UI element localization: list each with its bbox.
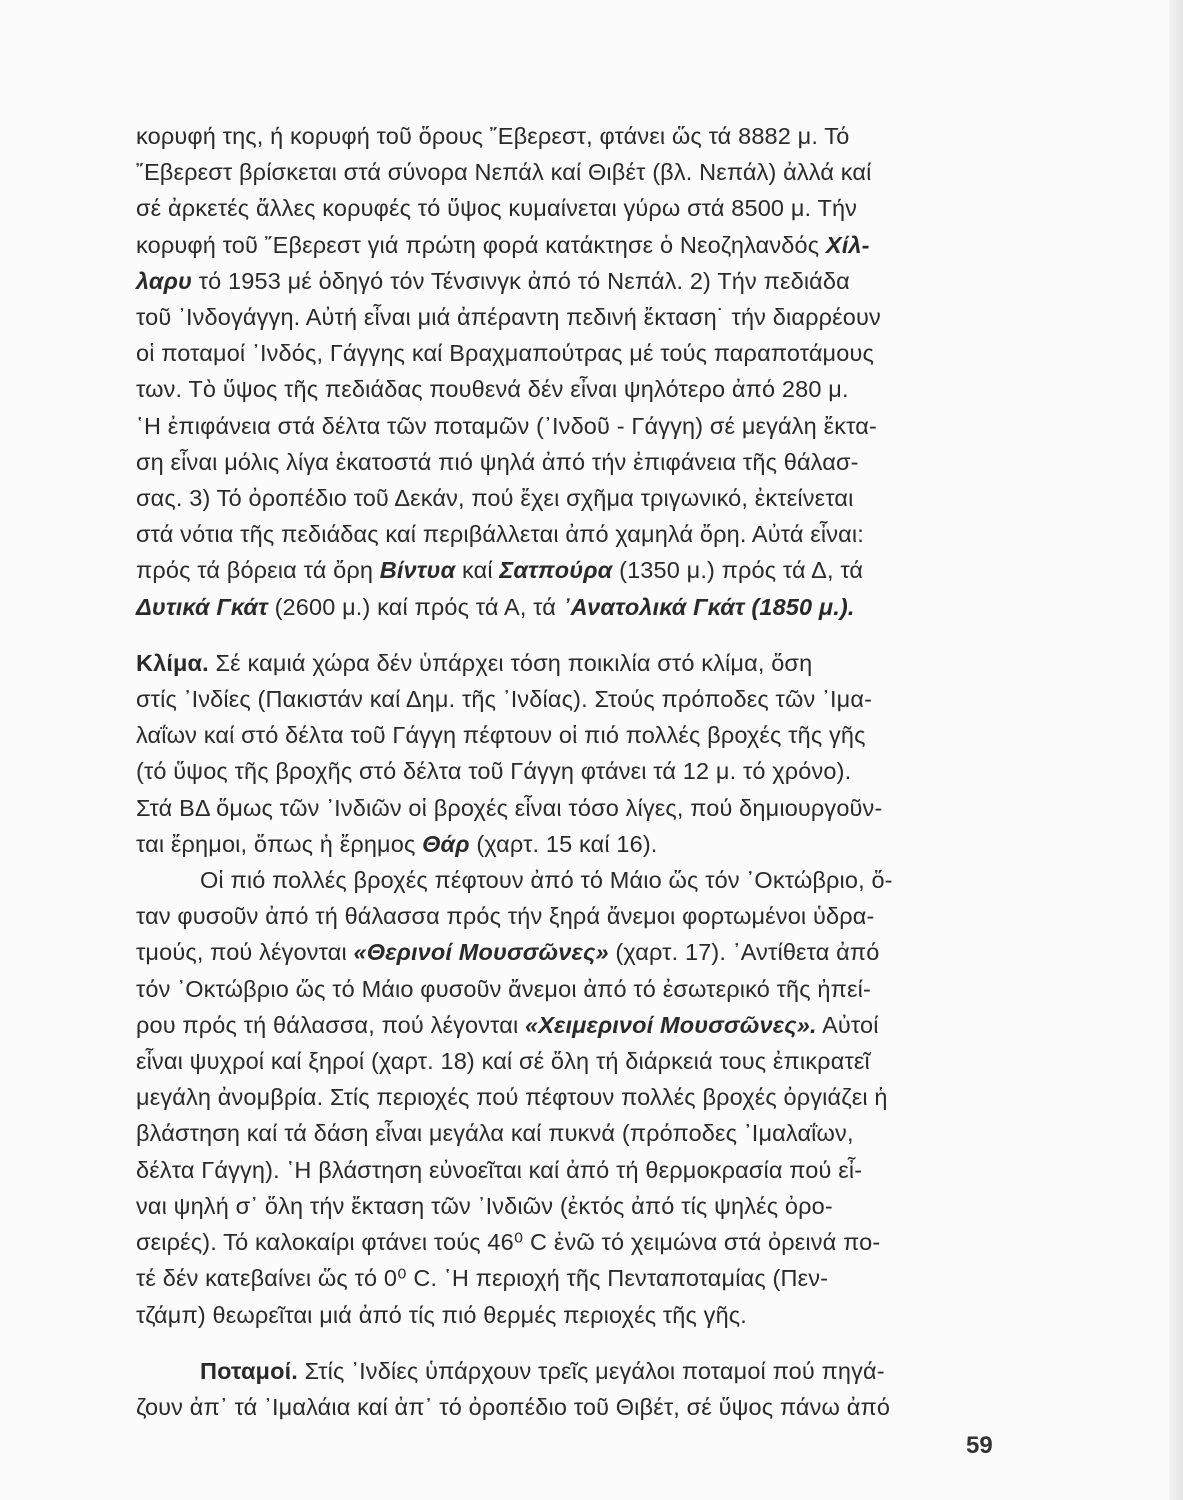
- text-line: ῎Εβερεστ βρίσκεται στά σύνορα Νεπάλ καί Θιβέτ (βλ. Νεπάλ) ἀλλά καί: [136, 159, 872, 186]
- paragraph-rivers: [136, 1353, 994, 1425]
- text-line: λαρυ τό 1953 μέ ὁδηγό τόν Τένσινγκ ἀπό τό Νεπάλ. 2) Τήν πεδιάδα: [136, 267, 850, 294]
- body-text: [136, 118, 994, 1425]
- text-line: τζάμπ) θεωρεῖται μιά ἀπό τίς πιό θερμές περιοχές τῆς γῆς.: [136, 1301, 747, 1328]
- text-line: πρός τά βόρεια τά ὄρη Βίντυα καί Σατπούρα (1350 μ.) πρός τά Δ, τά: [136, 557, 864, 584]
- section-heading-rivers: Ποταμοί.: [200, 1357, 298, 1384]
- text-line: τμούς, πού λέγονται «Θερινοί Μουσσῶνες» (χαρτ. 17). ᾽Αντίθετα ἀπό: [136, 939, 880, 966]
- text-line: τέ δέν κατεβαίνει ὥς τό 0⁰ C. ῾Η περιοχή τῆς Πενταποταμίας (Πεν-: [136, 1265, 829, 1292]
- text-line: ται ἔρημοι, ὅπως ἡ ἔρημος Θάρ (χαρτ. 15 καί 16).: [136, 830, 658, 857]
- text-line: μεγάλη ἀνομβρία. Στίς περιοχές πού πέφτουν πολλές βροχές ὀργιάζει ἡ: [136, 1084, 888, 1111]
- text-line: κορυφή τοῦ ῎Εβερεστ γιά πρώτη φορά κατάκτησε ὁ Νεοζηλανδός Χίλ-: [136, 231, 870, 258]
- paragraph-relief: [136, 118, 994, 625]
- paragraph-monsoons: [136, 862, 994, 1333]
- emphasis-term: «Χειμερινοί Μουσσῶνες».: [525, 1011, 817, 1038]
- emphasis-place: ᾽Ανατολικά Γκάτ (1850 μ.).: [562, 593, 855, 620]
- page-number: 59: [966, 1432, 993, 1459]
- section-heading-climate: Κλίμα.: [136, 649, 209, 676]
- text-line: λαΐων καί στό δέλτα τοῦ Γάγγη πέφτουν οἱ πιό πολλές βροχές τῆς γῆς: [136, 722, 866, 749]
- emphasis-place: Σατπούρα: [499, 557, 613, 584]
- text-line: σας. 3) Τό ὀροπέδιο τοῦ Δεκάν, πού ἔχει σχῆμα τριγωνικό, ἐκτείνεται: [136, 485, 854, 512]
- text-line: στά νότια τῆς πεδιάδας καί περιβάλλεται ἀπό χαμηλά ὄρη. Αὐτά εἶναι:: [136, 521, 864, 548]
- text-line: τοῦ ᾽Ινδογάγγη. Αὐτή εἶναι μιά ἀπέραντη πεδινή ἔκταση˙ τήν διαρρέουν: [136, 304, 881, 331]
- text-line: δέλτα Γάγγη). ῾Η βλάστηση εὐνοεῖται καί ἀπό τή θερμοκρασία πού εἶ-: [136, 1156, 863, 1183]
- text-line: βλάστηση καί τά δάση εἶναι μεγάλα καί πυκνά (πρόποδες ᾽Ιμαλαΐων,: [136, 1120, 854, 1147]
- emphasis-place: Βίντυα: [379, 557, 456, 584]
- text-line: Δυτικά Γκάτ (2600 μ.) καί πρός τά Α, τά ᾽Ανατολικά Γκάτ (1850 μ.).: [136, 593, 855, 620]
- text-line: στίς ᾽Ινδίες (Πακιστάν καί Δημ. τῆς ᾽Ινδίας). Στούς πρόποδες τῶν ᾽Ιμα-: [136, 686, 873, 713]
- emphasis-name: λαρυ: [136, 267, 193, 294]
- text-line: ζουν ἀπ᾽ τά ᾽Ιμαλάια καί ἀπ᾽ τό ὀροπέδιο τοῦ Θιβέτ, σέ ὕψος πάνω ἀπό: [136, 1393, 891, 1420]
- text-line: Κλίμα. Σέ καμιά χώρα δέν ὑπάρχει τόση ποικιλία στό κλίμα, ὅση: [136, 649, 813, 676]
- page-edge: [1169, 0, 1183, 1500]
- emphasis-term: «Θερινοί Μουσσῶνες»: [353, 939, 609, 966]
- text-line: ναι ψηλή σ᾽ ὅλη τήν ἔκταση τῶν ᾽Ινδιῶν (ἐκτός ἀπό τίς ψηλές ὀρο-: [136, 1192, 833, 1219]
- text-line: Ποταμοί. Στίς ᾽Ινδίες ὑπάρχουν τρεῖς μεγάλοι ποταμοί πού πηγά-: [200, 1357, 885, 1384]
- text-line: σειρές). Τό καλοκαίρι φτάνει τούς 46⁰ C ἐνῶ τό χειμώνα στά ὀρεινά πο-: [136, 1229, 881, 1256]
- text-line: κορυφή της, ή κορυφή τοῦ ὅρους ῎Εβερεστ, φτάνει ὥς τά 8882 μ. Τό: [136, 123, 850, 149]
- emphasis-place: Θάρ: [422, 830, 470, 857]
- text-line: οἱ ποταμοί ᾽Ινδός, Γάγγης καί Βραχμαπούτρας μέ τούς παραποτάμους: [136, 340, 874, 367]
- emphasis-name: Χίλ-: [825, 231, 870, 258]
- text-line: ση εἶναι μόλις λίγα ἑκατοστά πιό ψηλά ἀπό τήν ἐπιφάνεια τῆς θάλασ-: [136, 448, 859, 475]
- emphasis-place: Δυτικά Γκάτ: [136, 593, 268, 620]
- paragraph-climate: [136, 645, 994, 862]
- text-line: εἶναι ψυχροί καί ξηροί (χαρτ. 18) καί σέ ὅλη τή διάρκειά τους ἐπικρατεῖ: [136, 1048, 870, 1075]
- text-line: τόν ᾽Οκτώβριο ὥς τό Μάιο φυσοῦν ἄνεμοι ἀπό τό ἐσωτερικό τῆς ἠπεί-: [136, 975, 871, 1002]
- text-line: σέ ἀρκετές ἄλλες κορυφές τό ὕψος κυμαίνεται γύρω στά 8500 μ. Τήν: [136, 195, 858, 222]
- text-line: ρου πρός τή θάλασσα, πού λέγονται «Χειμερινοί Μουσσῶνες». Αὐτοί: [136, 1011, 879, 1038]
- text-line: Στά ΒΔ ὅμως τῶν ᾽Ινδιῶν οἱ βροχές εἶναι τόσο λίγες, πού δημιουργοῦν-: [136, 794, 883, 821]
- text-line: Οἱ πιό πολλές βροχές πέφτουν ἀπό τό Μάιο ὥς τόν ᾽Οκτώβριο, ὅ-: [200, 867, 893, 894]
- text-line: των. Τὸ ὕψος τῆς πεδιάδας πουθενά δέν εἶναι ψηλότερο ἀπό 280 μ.: [136, 376, 849, 403]
- text-line: (τό ὕψος τῆς βροχῆς στό δέλτα τοῦ Γάγγη φτάνει τά 12 μ. τό χρόνο).: [136, 758, 852, 785]
- text-line: ταν φυσοῦν ἀπό τή θάλασσα πρός τήν ξηρά ἄνεμοι φορτωμένοι ὑδρα-: [136, 903, 875, 930]
- text-line: ῾Η ἐπιφάνεια στά δέλτα τῶν ποταμῶν (᾽Ινδοῦ - Γάγγη) σέ μεγάλη ἔκτα-: [136, 412, 877, 439]
